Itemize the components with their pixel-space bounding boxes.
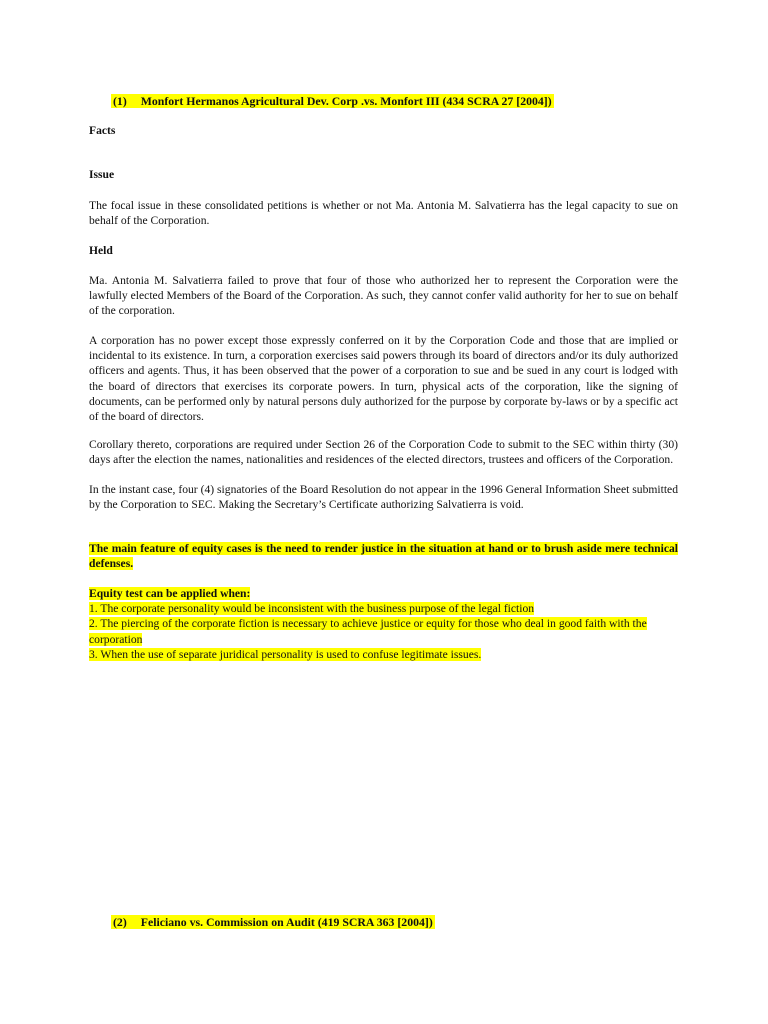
- case-1-title-text: Monfort Hermanos Agricultural Dev. Corp .vs. Monfort III (434 SCRA 27 [2004]): [140, 94, 552, 108]
- case-2-title-text: Feliciano vs. Commission on Audit (419 SCRA 363 [2004]): [140, 915, 433, 929]
- equity-test-item-3: 3. When the use of separate juridical personality is used to confuse legitimate issues.: [89, 647, 482, 661]
- issue-heading: Issue: [89, 168, 115, 181]
- equity-test-item-1: 1. The corporate personality would be inconsistent with the business purpose of the legal fiction: [89, 602, 535, 616]
- held-paragraph-3: Corollary thereto, corporations are required under Section 26 of the Corporation Code to submit to the SEC within thirty (30) days after the election the names, nationalities and residences of the elected directors, trustees and officers of the Corporation.: [89, 438, 678, 467]
- equity-test-heading: Equity test can be applied when:: [89, 587, 251, 600]
- held-paragraph-2: A corporation has no power except those expressly conferred on it by the Corporation Code and those that are implied or incidental to its existence. In turn, a corporation exercises said powers through its board of directors and/or its duly authorized officers and agents. Thus, it has been observed that the power of a corporation to sue and be sued in any court is lodged with the board of directors that exercises its corporate powers. In turn, physical acts of the corporation, like the signing of documents, can be performed only by natural persons duly authorized for the purpose by corporate by-laws or by a specific act of the board of directors.: [89, 334, 678, 424]
- equity-test-list: [89, 586, 678, 662]
- case-1-number: (1): [113, 94, 127, 108]
- issue-paragraph: The focal issue in these consolidated petitions is whether or not Ma. Antonia M. Salvatierra has the legal capacity to sue on behalf of the Corporation.: [89, 199, 678, 228]
- equity-test-item-2: 2. The piercing of the corporate fiction is necessary to achieve justice or equity for those who deal in good faith with the corporation: [89, 617, 647, 646]
- case-2-title: [111, 915, 435, 930]
- held-heading: Held: [89, 244, 113, 257]
- held-paragraph-4: In the instant case, four (4) signatories of the Board Resolution do not appear in the 1996 General Information Sheet submitted by the Corporation to SEC. Making the Secretary’s Certificate authorizing Salvatierra is void.: [89, 483, 678, 512]
- facts-heading: Facts: [89, 124, 116, 137]
- case-2-number: (2): [113, 915, 127, 929]
- held-paragraph-1: Ma. Antonia M. Salvatierra failed to prove that four of those who authorized her to represent the Corporation were the lawfully elected Members of the Board of the Corporation. As such, they cannot confer valid authority for her to sue on behalf of the corporation.: [89, 274, 678, 318]
- equity-main-statement: [89, 541, 678, 571]
- equity-main-text: The main feature of equity cases is the need to render justice in the situation at hand or to brush aside mere technical defenses.: [89, 542, 678, 571]
- case-1-title: [111, 94, 554, 109]
